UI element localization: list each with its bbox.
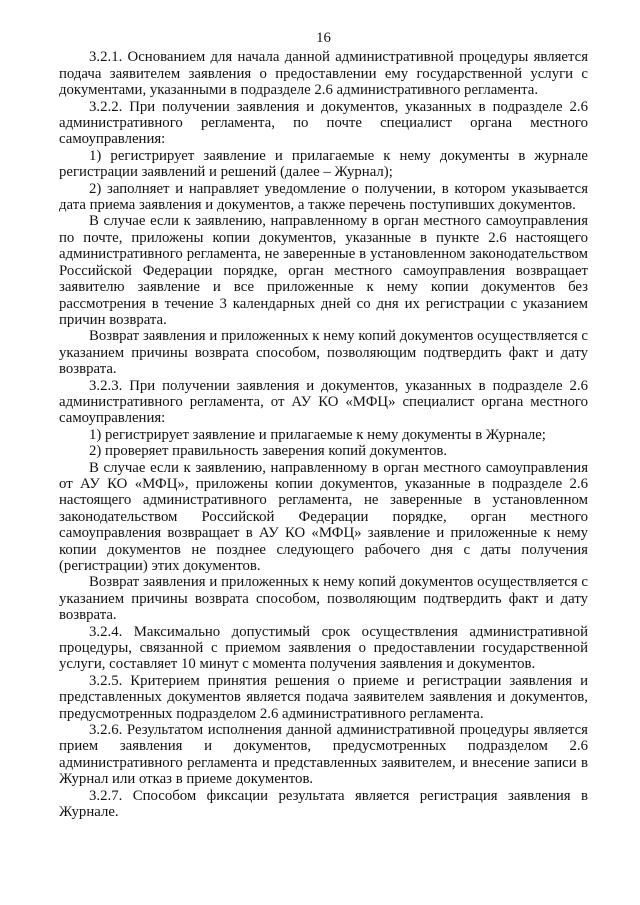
paragraph-3-2-1: 3.2.1. Основанием для начала данной административной процедуры является подача заявителем заявления о предоставлении ему государственной услуги с документами, указанными в подразделе 2.6 административного регламента. — [59, 49, 588, 99]
paragraph-3-2-5: 3.2.5. Критерием принятия решения о приеме и регистрации заявления и представленных документов является подача заявителем заявления и документов, предусмотренных подразделом 2.6 административного регламента. — [59, 672, 588, 722]
paragraph-3-2-2: 3.2.2. При получении заявления и документов, указанных в подразделе 2.6 административного регламента, по почте специалист органа местного самоуправления: — [59, 98, 588, 148]
list-item-register-mail: 1) регистрирует заявление и прилагаемые к нему документы в журнале регистрации заявлений и решений (далее – Журнал); — [59, 147, 588, 181]
paragraph-3-2-6: 3.2.6. Результатом исполнения данной административной процедуры является прием заявления и документов, предусмотренных подразделом 2.6 административного регламента и представленных заявителем, и внесение записи в Журнал или отказ в приеме документов. — [59, 722, 588, 788]
list-item-notify-mail: 2) заполняет и направляет уведомление о получении, в котором указывается дата приема заявления и документов, а также перечень поступивших документов. — [59, 180, 588, 214]
paragraph-3-2-3: 3.2.3. При получении заявления и документов, указанных в подразделе 2.6 административного регламента, от АУ КО «МФЦ» специалист органа местного самоуправления: — [59, 377, 588, 427]
paragraph-return-mail: В случае если к заявлению, направленному в орган местного самоуправления по почте, приложены копии документов, указанные в пункте 2.6 настоящего административного регламента, не заверенные в установленном законодательством Российской Федерации порядке, орган местного самоуправления возвращает заявителю заявление и все приложенные к нему копии документов без рассмотрения в течение 3 календарных дней со дня их регистрации с указанием причин возврата. — [59, 213, 588, 328]
paragraph-return-method-1: Возврат заявления и приложенных к нему копий документов осуществляется с указанием причины возврата способом, позволяющим подтвердить факт и дату возврата. — [59, 328, 588, 378]
paragraph-return-mfc: В случае если к заявлению, направленному в орган местного самоуправления от АУ КО «МФЦ», приложены копии документов, указанные в подразделе 2.6 настоящего административного регламента, не заверенные в установленном законодательством Российской Федерации порядке, орган местного самоуправления возвращает в АУ КО «МФЦ» заявление и приложенные к нему копии документов не позднее следующего рабочего дня с даты получения (регистрации) этих документов. — [59, 459, 588, 574]
paragraph-3-2-7: 3.2.7. Способом фиксации результата является регистрация заявления в Журнале. — [59, 787, 588, 821]
list-item-register-mfc: 1) регистрирует заявление и прилагаемые к нему документы в Журнале; — [89, 426, 546, 443]
paragraph-return-method-2: Возврат заявления и приложенных к нему копий документов осуществляется с указанием причины возврата способом, позволяющим подтвердить факт и дату возврата. — [59, 574, 588, 624]
list-item-check-copies: 2) проверяет правильность заверения копий документов. — [89, 443, 448, 460]
page-number: 16 — [316, 30, 331, 46]
paragraph-3-2-4: 3.2.4. Максимально допустимый срок осуществления административной процедуры, связанной с приемом заявления о предоставлении государственной услуги, составляет 10 минут с момента получения заявления и документов. — [59, 623, 588, 673]
